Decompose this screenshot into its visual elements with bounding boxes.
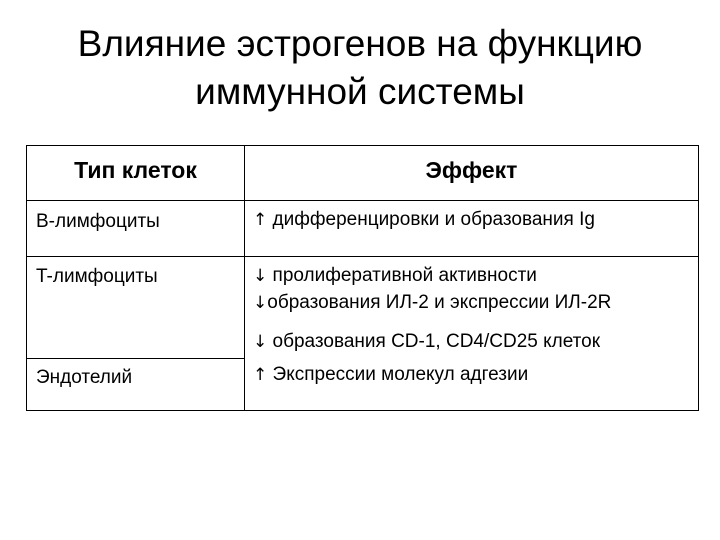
row-endothelium-effect-1 — [253, 362, 528, 388]
row-t-lymphocytes-effect-2 — [253, 290, 611, 316]
header-cell-type: Тип клеток — [74, 157, 197, 183]
arrow-down-icon: ↓ — [253, 332, 268, 352]
header-row-divider — [27, 200, 698, 201]
arrow-up-icon: ↑ — [253, 365, 268, 385]
effect-text: пролиферативной активности — [272, 265, 537, 286]
row-t-lymphocytes-effect-3 — [253, 329, 600, 355]
row-divider-1 — [27, 256, 698, 257]
header-effect: Эффект — [425, 157, 518, 183]
effect-text: образования CD-1, CD4/CD25 клеток — [272, 331, 601, 352]
row-t-lymphocytes-type: T-лимфоциты — [36, 266, 158, 287]
row-b-lymphocytes-effect-1 — [253, 207, 595, 233]
arrow-down-icon: ↓ — [253, 293, 268, 313]
effects-table — [26, 145, 699, 411]
arrow-up-icon: ↑ — [253, 210, 268, 230]
effect-text: Экспрессии молекул адгезии — [272, 364, 529, 385]
row-b-lymphocytes-type: B-лимфоциты — [36, 211, 160, 232]
slide-title — [0, 20, 720, 116]
row-divider-2 — [27, 358, 244, 359]
effect-text: образования ИЛ-2 и экспрессии ИЛ-2R — [267, 292, 612, 313]
effect-text: дифференцировки и образования Ig — [272, 209, 595, 230]
column-divider — [244, 146, 245, 410]
row-endothelium-type: Эндотелий — [36, 367, 133, 388]
title-line-1: Влияние эстрогенов на функцию — [77, 23, 643, 64]
arrow-down-icon: ↓ — [253, 266, 268, 286]
row-t-lymphocytes-effect-1 — [253, 263, 537, 289]
title-line-2: иммунной системы — [195, 71, 525, 112]
